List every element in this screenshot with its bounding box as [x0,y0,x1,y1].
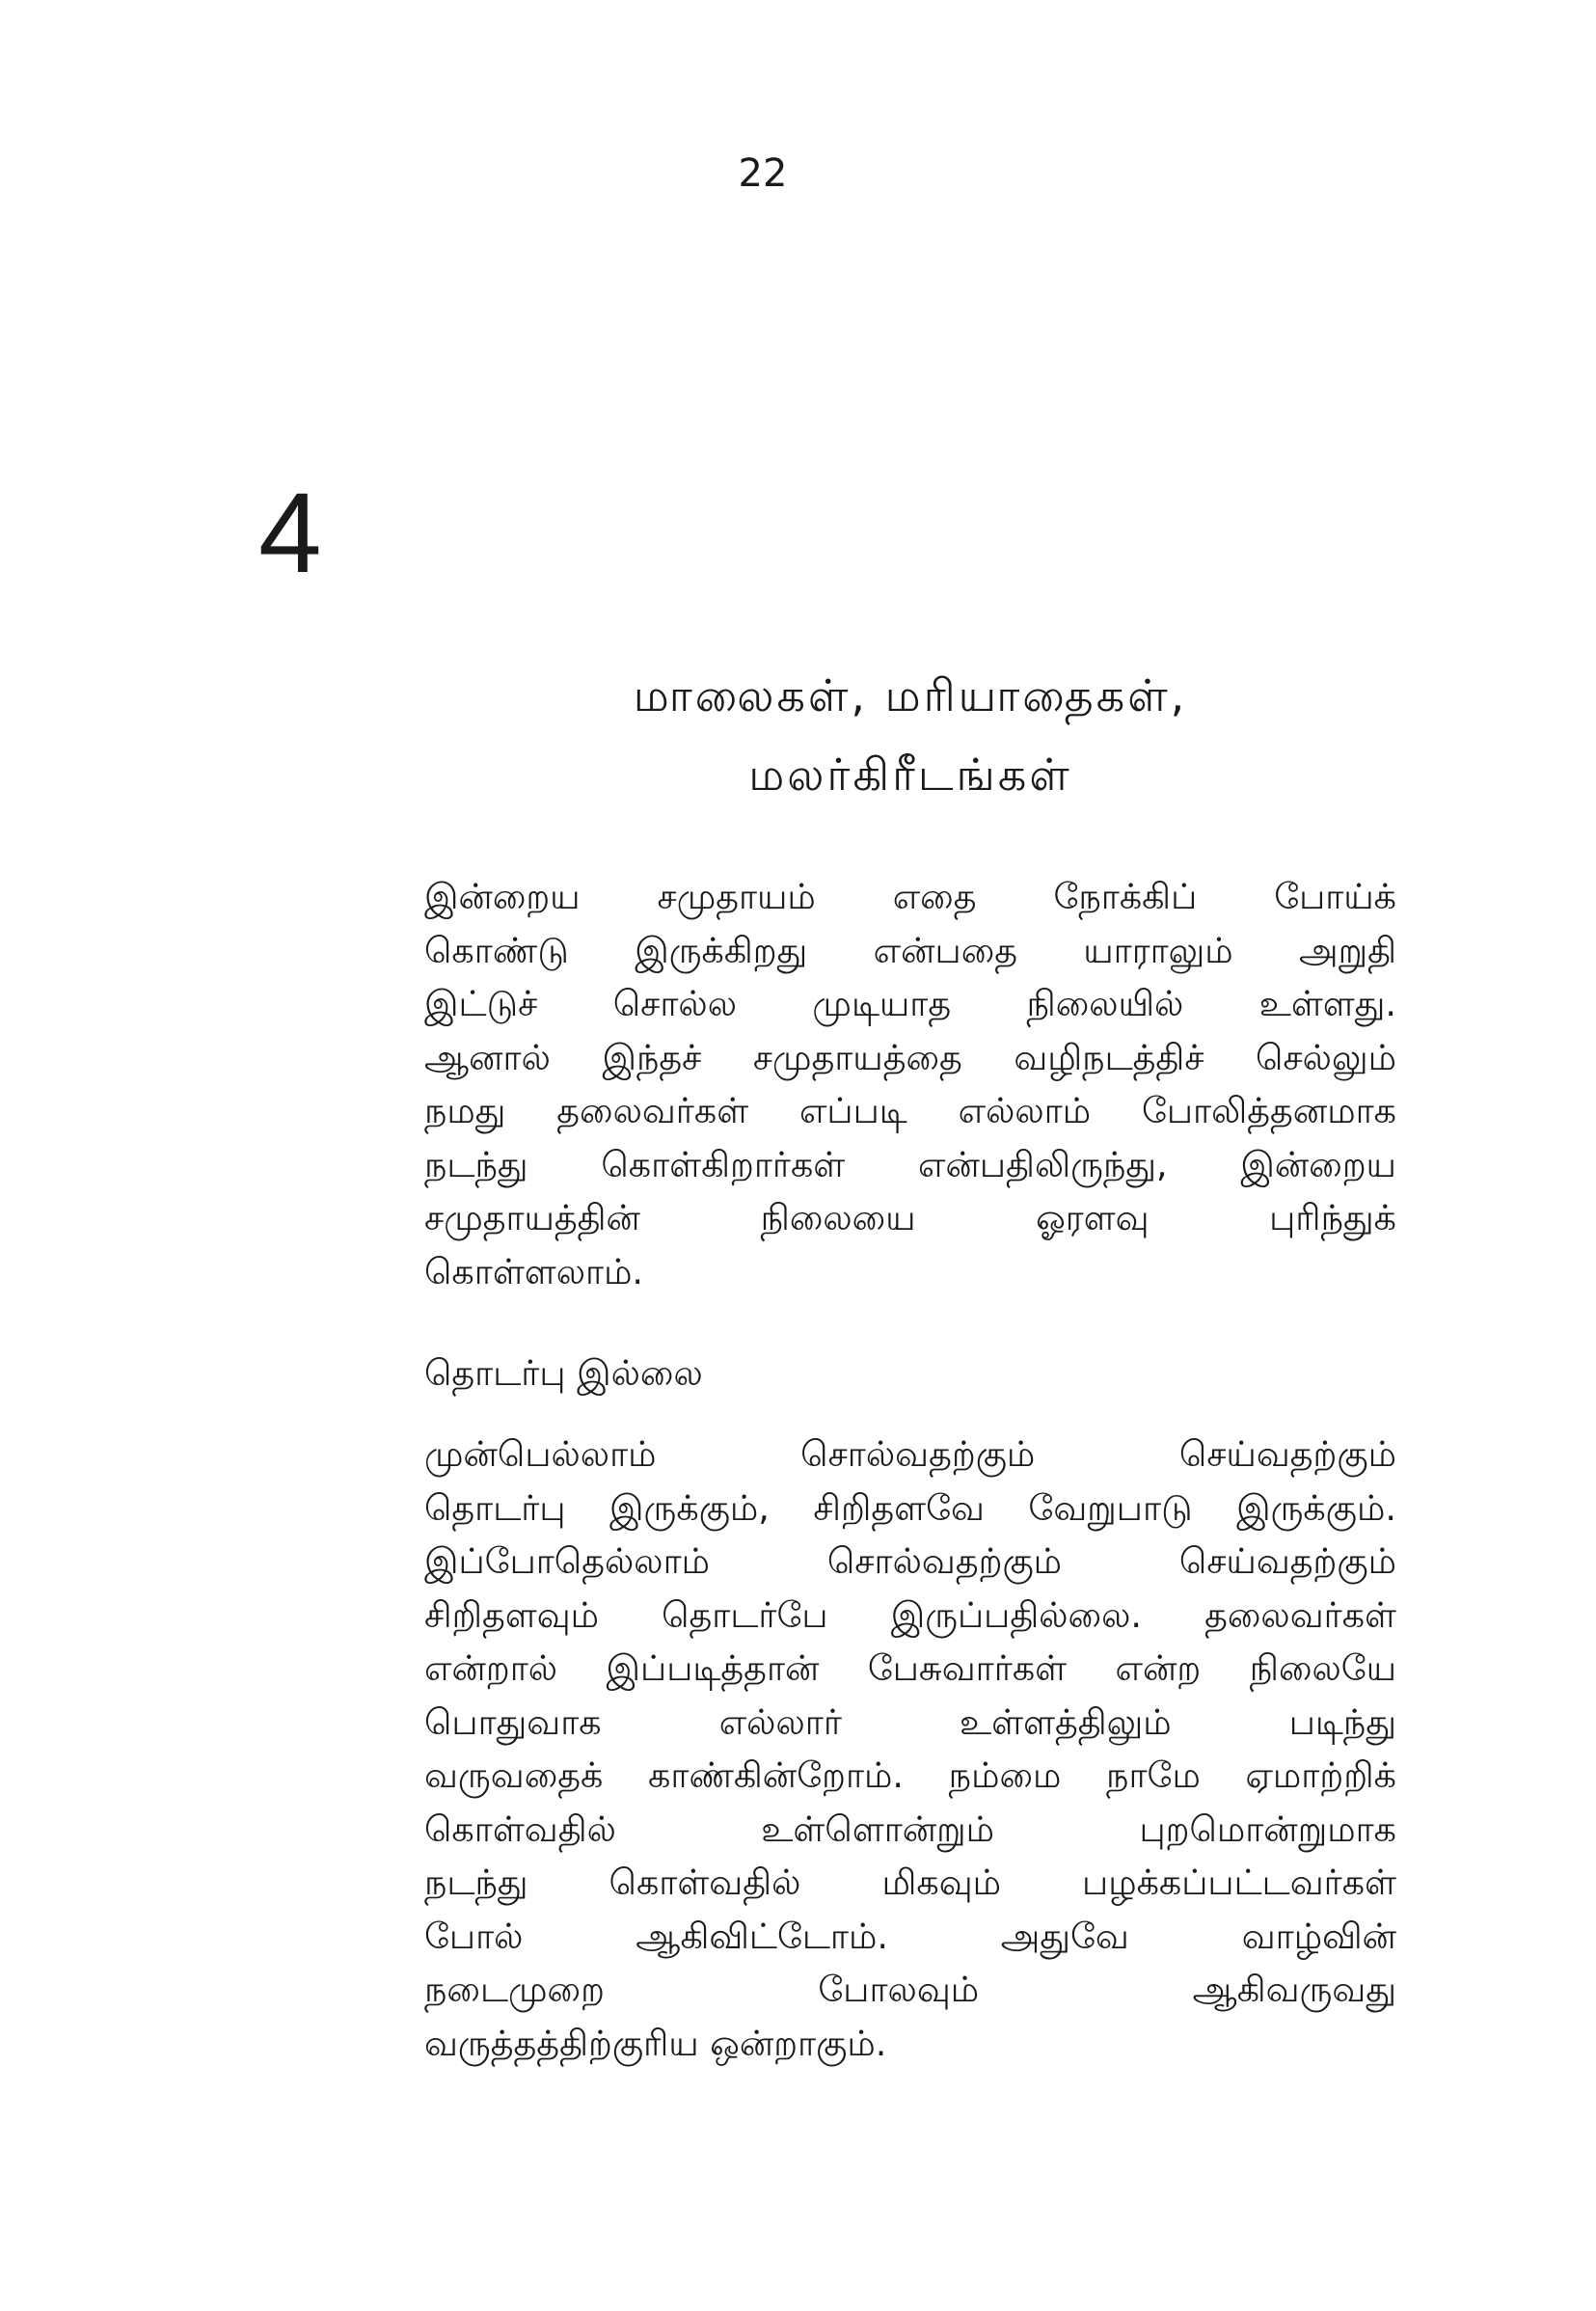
text-line [424,1749,1396,1803]
chapter-title-line: மாலைகள், மரியாதைகள், [633,669,1188,721]
word: சமுதாயத்தின் [424,1197,640,1238]
word: எதை [892,876,977,917]
word: இருக்கும், [609,1486,770,1529]
word: என்பதை [873,929,1018,971]
word: ஆனால் [424,1036,551,1078]
text-line [424,1642,1396,1696]
text-line [424,1138,1396,1192]
word: சிறிதளவே [813,1486,985,1529]
word: படிந்து [1288,1700,1396,1743]
word: மிகவும் [881,1862,1002,1903]
word: யாராலும் [1083,929,1233,971]
chapter-title [424,656,1396,814]
chapter-title-line: மலர்கிரீடங்கள் [748,748,1072,801]
word: சொல்ல [612,983,738,1024]
word: முன்பெல்லாம் [424,1433,657,1475]
word: எல்லாம் [958,1090,1092,1131]
word: நிலையே [1249,1647,1396,1689]
word: இருக்கிறது [635,929,808,971]
word: அதுவே [1000,1915,1129,1957]
word: புரிந்துக் [1269,1197,1396,1238]
word: நடந்து [424,1143,528,1185]
text-line [424,1535,1396,1589]
word: போல் [424,1915,524,1957]
word: இன்றைய [424,876,581,917]
word: செல்லும் [1256,1036,1396,1078]
word: கொள்கிறார்கள் [601,1143,846,1185]
word: இன்றைய [1240,1143,1396,1185]
word: வழிநடத்திச் [1014,1036,1204,1078]
text-line [424,1191,1396,1245]
intro-paragraph [424,870,1396,1298]
word: தலைவர்கள் [556,1090,749,1131]
text-line [424,1482,1396,1536]
word: நம்மை [948,1754,1062,1796]
word: நிலையை [760,1197,916,1238]
word: செய்வதற்கும் [1178,1433,1396,1475]
word: ஆகிவிட்டோம். [636,1915,888,1957]
text-line [424,1084,1396,1138]
text-line [424,2017,1396,2071]
text-line [424,924,1396,978]
word: ஏமாற்றிக் [1245,1754,1396,1796]
word: கொள்வதில் [424,1808,616,1850]
chapter-number: 4 [258,470,322,597]
word: வாழ்வின் [1241,1915,1396,1957]
text-line [424,1589,1396,1643]
word: நாமே [1106,1754,1201,1796]
word: தலைவர்கள் [1204,1593,1396,1636]
text-line [424,1856,1396,1910]
word: நோக்கிப் [1053,876,1198,917]
word: முடியாத [812,983,952,1024]
word: என்ற [1115,1647,1202,1689]
page-number: 22 [738,151,788,196]
word: கொள்வதில் [609,1862,801,1903]
word: சமுதாயம் [657,876,816,917]
text-line [424,977,1396,1031]
word: போலித்தனமாக [1141,1090,1396,1131]
word: சொல்வதற்கும் [826,1540,1063,1582]
word: வருத்தத்திற்குரிய [424,2022,699,2064]
word: எல்லார் [718,1700,842,1743]
word: தொடர்பே [662,1593,828,1636]
word: என்பதிலிருந்து, [918,1143,1168,1185]
word: இப்படித்தான் [606,1647,820,1689]
word: இப்போதெல்லாம் [424,1540,711,1582]
text-line [424,1803,1396,1857]
word: அறுதி [1299,929,1396,971]
word: உள்ளொன்றும் [761,1808,995,1850]
word: கொண்டு [424,929,569,971]
word: சொல்வதற்கும் [800,1433,1036,1475]
word: நடந்து [424,1862,528,1903]
word: நிலையில் [1026,983,1184,1024]
section-paragraph [424,1427,1396,2070]
word: உள்ளது. [1258,983,1396,1024]
word: கொள்ளலாம். [424,1250,644,1292]
word: வருவதைக் [424,1754,604,1796]
word: இருப்பதில்லை. [890,1593,1142,1636]
word: பொதுவாக [424,1700,602,1743]
word: செய்வதற்கும் [1178,1540,1396,1582]
word: இந்தச் [602,1036,702,1078]
word: பேசுவார்கள் [867,1647,1068,1689]
word: சமுதாயத்தை [752,1036,962,1078]
word: தொடர்பு [424,1486,566,1529]
word: ஒன்றாகும். [710,2022,887,2064]
text-line [424,1963,1396,2017]
word: காண்கின்றோம். [648,1754,904,1796]
word: போலவும் [818,1969,980,2010]
word: நமது [424,1090,506,1131]
word: எப்படி [798,1090,907,1131]
word: வேறுபாடு [1028,1486,1193,1529]
word: பழக்கப்பட்டவர்கள் [1082,1862,1396,1903]
section-heading: தொடர்பு இல்லை [424,1352,703,1394]
word: புறமொன்றுமாக [1139,1808,1396,1850]
word: இருக்கும். [1236,1486,1396,1529]
word: என்றால் [424,1647,558,1689]
word: சிறிதளவும் [424,1593,600,1636]
text-line [424,1427,1396,1482]
word: நடைமுறை [424,1969,605,2010]
word: ஓரளவு [1036,1197,1150,1238]
word: போய்க் [1274,876,1396,917]
text-line [424,1245,1396,1299]
word: ஆகிவருவது [1192,1969,1396,2010]
text-line [424,1696,1396,1750]
word: உள்ளத்திலும் [959,1700,1172,1743]
text-line [424,1910,1396,1964]
text-line [424,1031,1396,1085]
text-line [424,870,1396,924]
word: இட்டுச் [424,983,538,1024]
